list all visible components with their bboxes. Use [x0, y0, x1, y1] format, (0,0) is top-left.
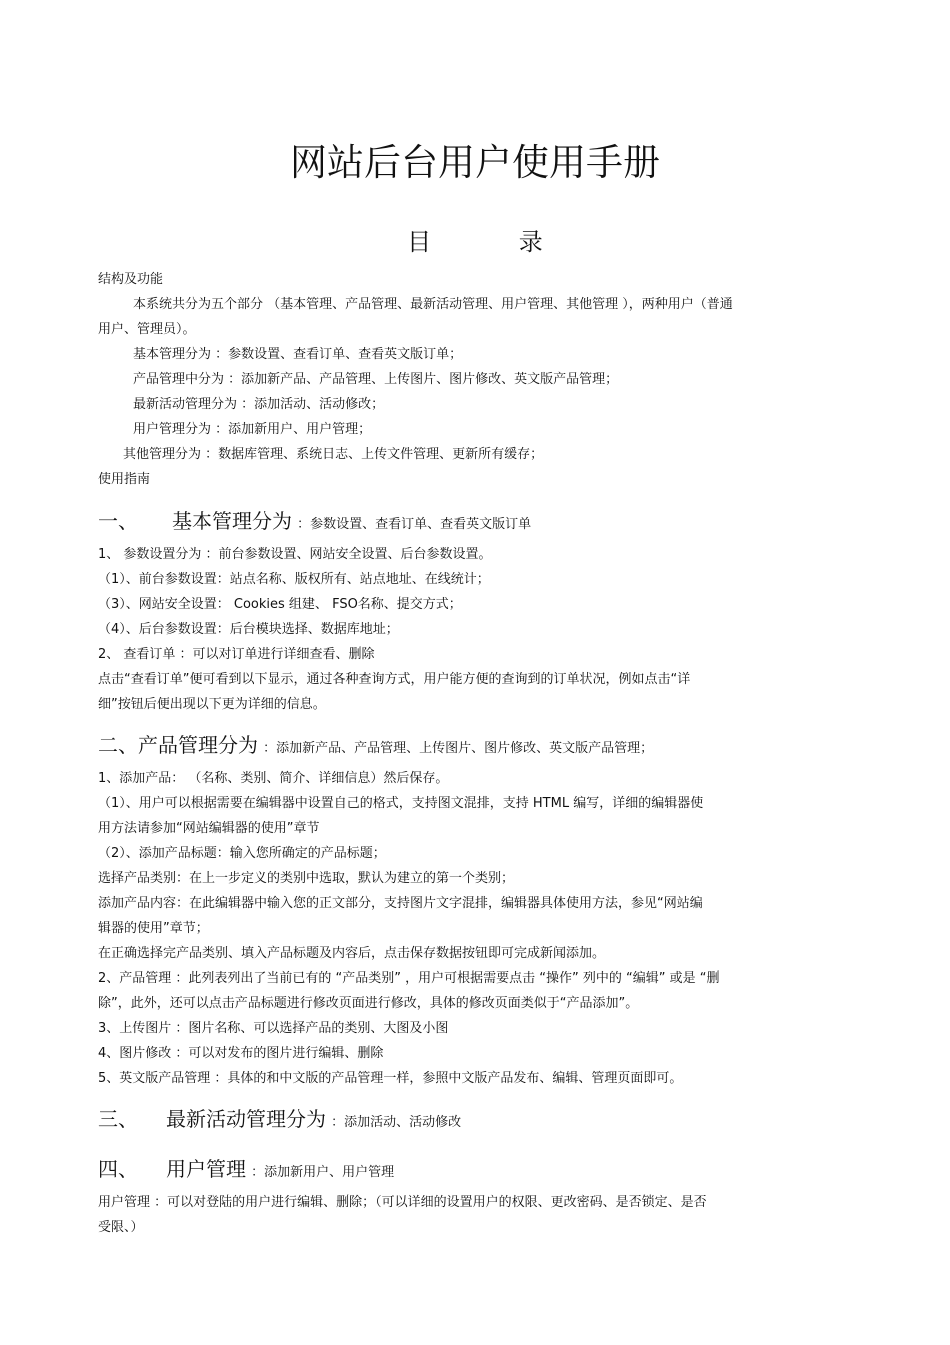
section-subtitle: ：添加活动、活动修改: [331, 1115, 462, 1130]
body-line: （2）、添加产品标题：输入您所确定的产品标题；: [98, 846, 386, 861]
section-heading: [98, 729, 653, 758]
body-line: 2、 查看订单 ：可以对订单进行详细查看、删除: [98, 647, 375, 662]
body-line: 1、添加产品： （名称、类别、简介、详细信息）然后保存。: [98, 771, 449, 786]
document-title: 网站后台用户使用手册: [290, 141, 660, 184]
section-number: 四、: [98, 1157, 138, 1181]
body-line: 受限、）: [98, 1220, 144, 1235]
section-heading: [98, 1103, 461, 1132]
body-line: 用方法请参加“网站编辑器的使用”章节: [98, 821, 320, 836]
section-subtitle: ：参数设置、查看订单、查看英文版订单: [297, 517, 532, 532]
body-line: （1）、用户可以根据需要在编辑器中设置自己的格式，支持图文混排，支持 HTML 编写，详细的编辑器使: [98, 796, 704, 811]
intro-item: 其他管理分为 ：数据库管理、系统日志、上传文件管理、更新所有缓存；: [123, 447, 544, 462]
body-line: 5、英文版产品管理 ：具体的和中文版的产品管理一样，参照中文版产品发布、编辑、管理页面即可。: [98, 1071, 683, 1086]
toc-heading: 目 录: [407, 228, 583, 256]
body-line: 1、 参数设置分为 ：前台参数设置、网站安全设置、后台参数设置。: [98, 547, 492, 562]
body-line: 在正确选择完产品类别、填入产品标题及内容后，点击保存数据按钮即可完成新闻添加。: [98, 946, 606, 961]
intro-label: 结构及功能: [98, 272, 164, 287]
section-number: 一、: [98, 509, 138, 533]
section-subtitle: ：添加新产品、产品管理、上传图片、图片修改、英文版产品管理；: [263, 741, 654, 756]
section-title: 产品管理分为: [138, 733, 258, 757]
body-line: 添加产品内容：在此编辑器中输入您的正文部分，支持图片文字混排，编辑器具体使用方法，参见“网站编: [98, 896, 703, 911]
section-title: 基本管理分为: [172, 509, 292, 533]
body-line: 细”按钮后便出现以下更为详细的信息。: [98, 697, 326, 712]
guide-label: 使用指南: [98, 472, 151, 487]
body-line: 用户管理 ：可以对登陆的用户进行编辑、删除；（可以详细的设置用户的权限、更改密码、是否锁定、是否: [98, 1195, 707, 1210]
body-line: 2、产品管理 ：此列表列出了当前已有的 “产品类别” ，用户可根据需要点击 “操作” 列中的 “编辑” 或是 “删: [98, 971, 720, 986]
intro-item: 产品管理中分为 ：添加新产品、产品管理、上传图片、图片修改、英文版产品管理；: [133, 372, 619, 387]
body-line: （1）、前台参数设置：站点名称、版权所有、站点地址、在线统计；: [98, 572, 490, 587]
section-number: 三、: [98, 1107, 138, 1131]
intro-line-cont: 用户、管理员）。: [98, 322, 196, 337]
body-line: （4）、后台参数设置：后台模块选择、数据库地址；: [98, 622, 399, 637]
intro-item: 用户管理分为 ：添加新用户、用户管理；: [133, 422, 372, 437]
section-heading: [98, 1153, 394, 1182]
intro-line: 本系统共分为五个部分 （基本管理、产品管理、最新活动管理、用户管理、其他管理 ），两种用户（普通: [133, 297, 733, 312]
body-line: 选择产品类别：在上一步定义的类别中选取，默认为建立的第一个类别；: [98, 871, 515, 886]
body-line: 除”，此外，还可以点击产品标题进行修改页面进行修改，具体的修改页面类似于“产品添加”。: [98, 996, 639, 1011]
section-subtitle: ：添加新用户、用户管理: [251, 1165, 395, 1180]
intro-item: 最新活动管理分为 ：添加活动、活动修改；: [133, 397, 385, 412]
body-line: 辑器的使用”章节；: [98, 921, 209, 936]
intro-item: 基本管理分为 ：参数设置、查看订单、查看英文版订单；: [133, 347, 463, 362]
section-title: 用户管理: [166, 1157, 246, 1181]
section-number: 二、: [98, 733, 138, 757]
body-line: （3）、网站安全设置： Cookies 组建、 FSO名称、提交方式；: [98, 597, 462, 612]
body-line: 4、图片修改 ：可以对发布的图片进行编辑、删除: [98, 1046, 384, 1061]
body-line: 点击“查看订单”便可看到以下显示，通过各种查询方式，用户能方便的查询到的订单状况，例如点击“详: [98, 672, 691, 687]
section-heading: [98, 505, 531, 534]
body-line: 3、上传图片 ：图片名称、可以选择产品的类别、大图及小图: [98, 1021, 449, 1036]
section-title: 最新活动管理分为: [166, 1107, 326, 1131]
